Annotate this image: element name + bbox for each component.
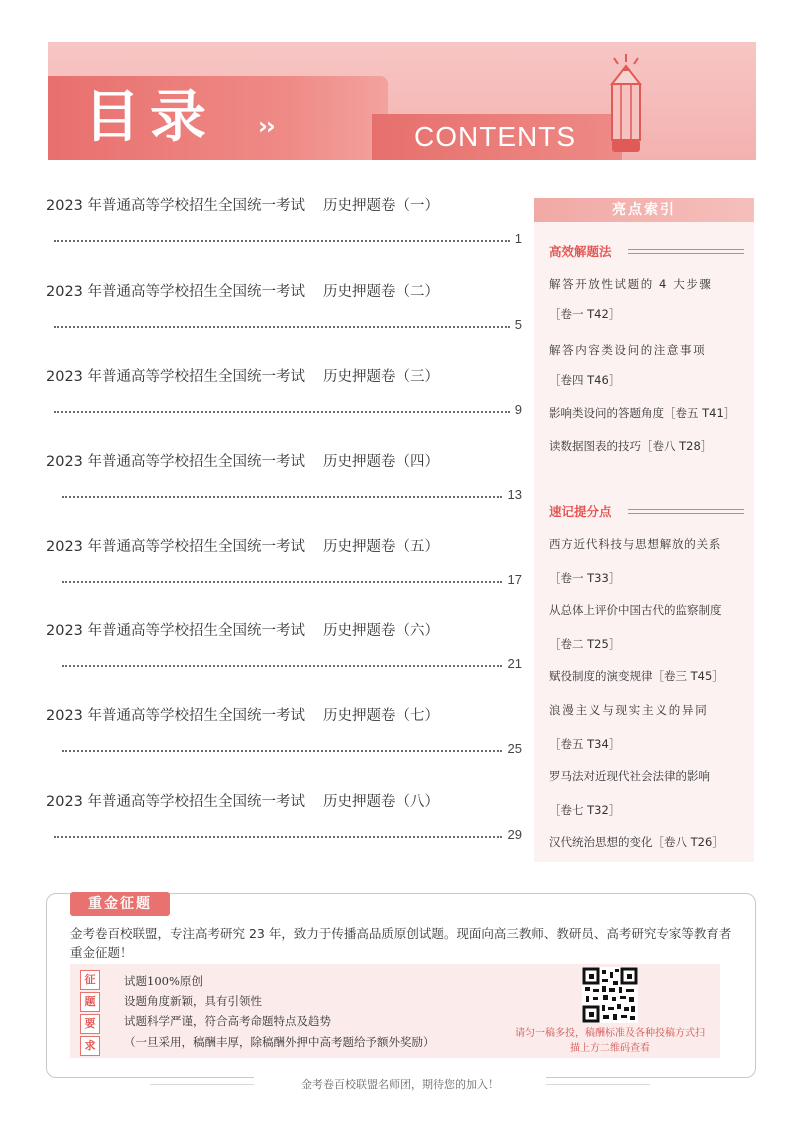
highlights-panel xyxy=(534,198,754,862)
toc-page-number: 5 xyxy=(514,317,522,332)
highlight-item[interactable]: 解答开放性试题的 4 大步骤 xyxy=(549,277,713,291)
toc-page-number: 13 xyxy=(507,487,522,502)
qr-code-icon[interactable] xyxy=(582,967,638,1023)
toc-title: 2023 年普通高等学校招生全国统一考试 历史押题卷（六） xyxy=(46,623,440,639)
pencil-icon xyxy=(604,52,650,156)
leader-dots xyxy=(62,750,502,752)
toc-title: 2023 年普通高等学校招生全国统一考试 历史押题卷（五） xyxy=(46,539,440,555)
highlight-item[interactable]: 浪漫主义与现实主义的异同 xyxy=(549,703,709,717)
toc-title: 2023 年普通高等学校招生全国统一考试 历史押题卷（四） xyxy=(46,454,440,470)
chevron-right-icon: ›› xyxy=(258,112,274,140)
leader-dots xyxy=(62,496,502,498)
leader-dots xyxy=(54,836,502,838)
toc-page-number: 21 xyxy=(507,656,522,671)
highlight-ref: ［卷四 T46］ xyxy=(549,373,621,387)
contents-label: CONTENTS xyxy=(414,121,576,152)
requirement-item: （一旦采用，稿酬丰厚，除稿酬外押中高考题给予额外奖励） xyxy=(124,1035,435,1049)
highlight-item[interactable]: 解答内容类设问的注意事项 xyxy=(549,343,707,357)
highlight-ref: ［卷五 T34］ xyxy=(549,737,621,751)
highlight-item[interactable]: 赋役制度的演变规律［卷三 T45］ xyxy=(549,669,724,683)
requirements-vertical-tag: 征 题 要 求 xyxy=(80,970,100,1058)
highlight-ref: ［卷一 T42］ xyxy=(549,307,621,321)
highlight-item[interactable]: 罗马法对近现代社会法律的影响 xyxy=(549,769,710,783)
toc-title: 2023 年普通高等学校招生全国统一考试 历史押题卷（二） xyxy=(46,284,440,300)
page-title: 目录 xyxy=(84,85,216,150)
highlight-item[interactable]: 影响类设问的答题角度［卷五 T41］ xyxy=(549,406,736,420)
toc-entry-3[interactable] xyxy=(46,367,522,427)
leader-dots xyxy=(62,665,502,667)
toc-title: 2023 年普通高等学校招生全国统一考试 历史押题卷（七） xyxy=(46,708,440,724)
highlight-item[interactable]: 从总体上评价中国古代的监察制度 xyxy=(549,603,722,617)
section-title-methods: 高效解题法 xyxy=(549,244,612,259)
toc-entry-2[interactable] xyxy=(46,282,522,342)
requirement-item: 设题角度新颖，具有引领性 xyxy=(124,994,262,1008)
toc-title: 2023 年普通高等学校招生全国统一考试 历史押题卷（三） xyxy=(46,369,440,385)
leader-dots xyxy=(54,240,510,242)
toc-title: 2023 年普通高等学校招生全国统一考试 历史押题卷（一） xyxy=(46,198,440,214)
footer-slogan: 金考卷百校联盟名师团，期待您的加入！ xyxy=(254,1076,546,1092)
toc-entry-5[interactable] xyxy=(46,537,522,597)
toc-page-number: 25 xyxy=(507,741,522,756)
highlights-heading: 亮点索引 xyxy=(534,198,754,222)
requirement-item: 试题科学严谨，符合高考命题特点及趋势 xyxy=(124,1014,331,1028)
requirement-item: 试题100%原创 xyxy=(124,974,203,988)
toc-page-number: 1 xyxy=(514,231,522,246)
section-divider xyxy=(628,509,744,514)
toc-page-number: 29 xyxy=(507,827,522,842)
toc-entry-8[interactable] xyxy=(46,792,522,852)
toc-entry-1[interactable] xyxy=(46,196,522,256)
highlight-item[interactable]: 读数据图表的技巧［卷八 T28］ xyxy=(549,439,713,453)
qr-caption: 请匀一稿多投，稿酬标准及各种投稿方式扫描上方二维码查看 xyxy=(515,1028,705,1054)
leader-dots xyxy=(54,411,510,413)
toc-page-number: 17 xyxy=(507,572,522,587)
highlight-item[interactable]: 汉代统治思想的变化［卷八 T26］ xyxy=(549,835,724,849)
highlight-ref: ［卷二 T25］ xyxy=(549,637,621,651)
toc-page-number: 9 xyxy=(514,402,522,417)
call-intro: 金考卷百校联盟，专注高考研究 23 年，致力于传播高品质原创试题。现面向高三教师、教研员、高考研究专家等教育者重金征题！ xyxy=(70,926,732,960)
call-tag: 重金征题 xyxy=(70,892,170,916)
toc-entry-6[interactable] xyxy=(46,621,522,681)
toc-entry-4[interactable] xyxy=(46,452,522,512)
leader-dots xyxy=(62,581,502,583)
section-divider xyxy=(628,249,744,254)
highlight-item[interactable]: 西方近代科技与思想解放的关系 xyxy=(549,537,722,551)
leader-dots xyxy=(54,326,510,328)
toc-title: 2023 年普通高等学校招生全国统一考试 历史押题卷（八） xyxy=(46,794,440,810)
section-title-keypoints: 速记提分点 xyxy=(549,504,612,519)
toc-entry-7[interactable] xyxy=(46,706,522,766)
highlight-ref: ［卷一 T33］ xyxy=(549,571,621,585)
highlight-ref: ［卷七 T32］ xyxy=(549,803,621,817)
